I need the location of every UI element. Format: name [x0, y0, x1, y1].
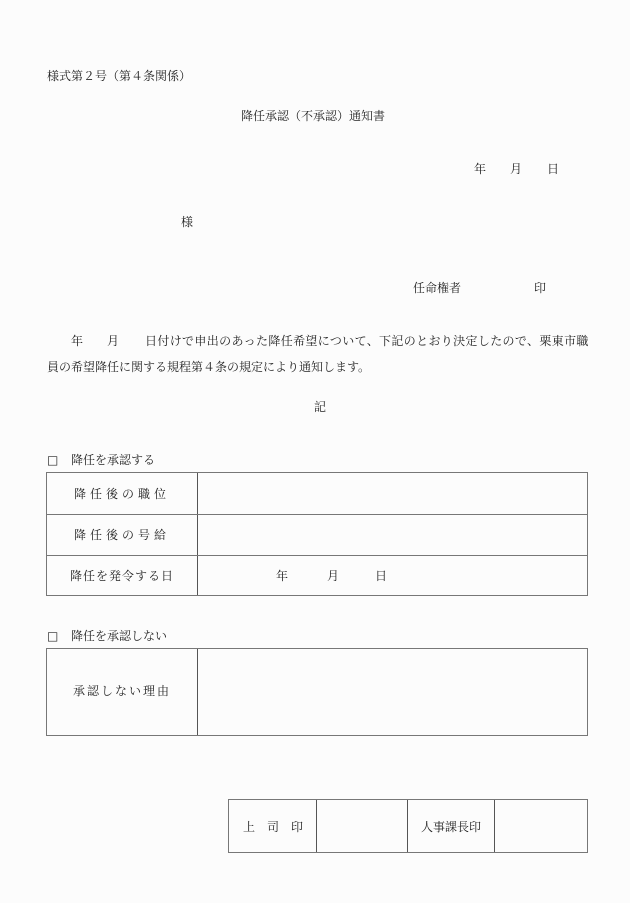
seal-table: [228, 799, 588, 853]
form-number: 様式第２号（第４条関係）: [47, 69, 192, 83]
input-reject-reason[interactable]: [198, 649, 587, 735]
ki-heading: 記: [314, 400, 327, 414]
hr-chief-seal-box[interactable]: [495, 800, 587, 852]
label-reject-reason: 承認しない理由: [72, 684, 171, 698]
addressee-suffix: 様: [181, 215, 194, 229]
supervisor-seal-label: 上 司 印: [243, 820, 304, 834]
row-divider: [47, 555, 587, 556]
body-line2: 員の希望降任に関する規程第４条の規定により通知します。: [47, 360, 371, 374]
date-year: 年: [474, 162, 487, 176]
approve-label: 降任を承認する: [71, 453, 156, 467]
date-month: 月: [510, 162, 523, 176]
label-effective-date: 降任を発令する日: [69, 569, 174, 583]
issuer-seal: 印: [534, 281, 547, 295]
date-day: 日: [547, 162, 560, 176]
document-title: 降任承認（不承認）通知書: [241, 109, 386, 123]
supervisor-seal-box[interactable]: [317, 800, 407, 852]
approve-checkbox[interactable]: □: [47, 453, 59, 467]
hr-chief-seal-label: 人事課長印: [421, 820, 482, 834]
label-post-salary: 降任後の号給: [73, 528, 170, 542]
body-line1: 日付けで申出のあった降任希望について、下記のとおり決定したので、栗東市職: [145, 334, 589, 348]
effective-year: 年: [276, 569, 289, 583]
input-post-salary[interactable]: [198, 515, 587, 555]
reject-checkbox[interactable]: □: [47, 629, 59, 643]
effective-month: 月: [327, 569, 340, 583]
issuer-label: 任命権者: [413, 281, 462, 295]
approve-table: [46, 472, 588, 596]
reject-table: [46, 648, 588, 736]
body-month: 月: [107, 334, 120, 348]
column-divider: [407, 800, 408, 852]
reject-label: 降任を承認しない: [71, 629, 168, 643]
input-post-position[interactable]: [198, 473, 587, 514]
effective-day: 日: [375, 569, 388, 583]
label-post-position: 降任後の職位: [73, 487, 170, 501]
body-year: 年: [71, 334, 84, 348]
